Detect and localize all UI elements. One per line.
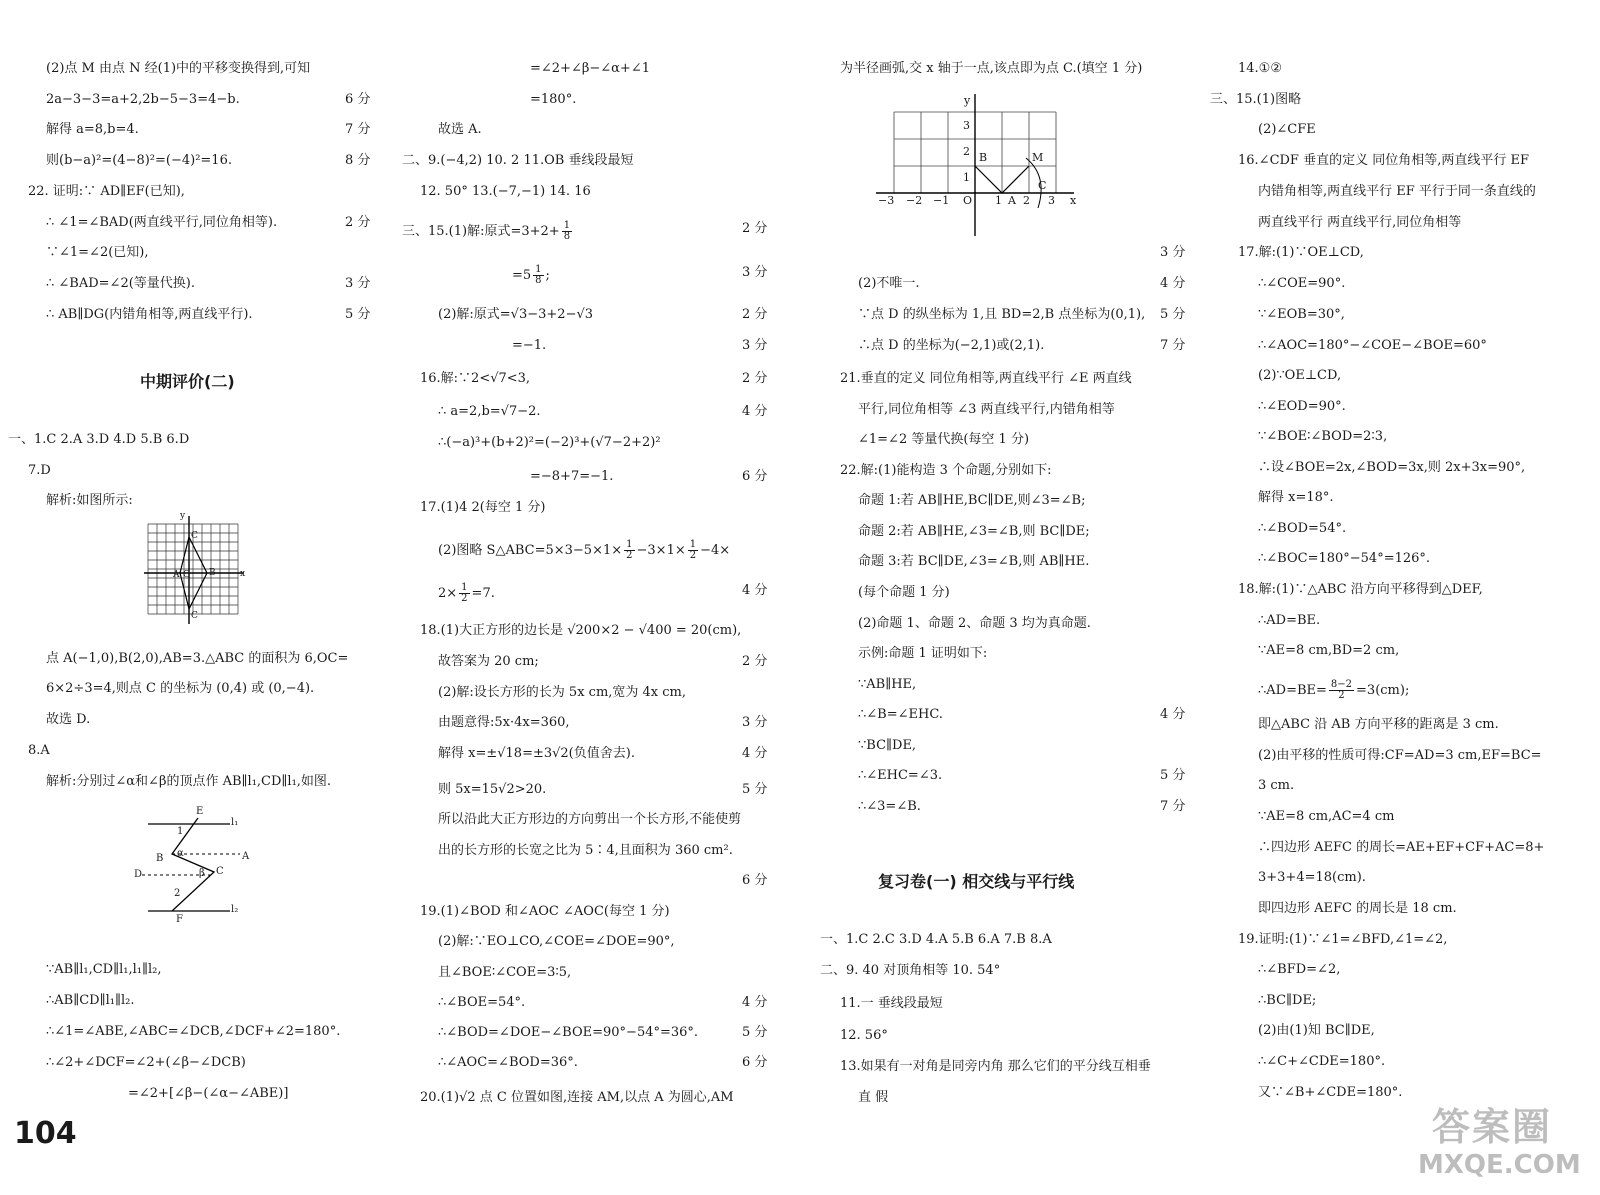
text-line: ∴∠EOD=90°. xyxy=(1258,399,1346,414)
text-line: 2a−3−3=a+2,2b−5−3=4−b. xyxy=(46,92,240,107)
text-line: 内错角相等,两直线平行 EF 平行于同一条直线的 xyxy=(1258,184,1536,199)
text-line: 由题意得:5x·4x=360, xyxy=(438,715,570,730)
text-line: (2)∠CFE xyxy=(1258,122,1316,137)
text-line: 7.D xyxy=(28,463,51,478)
figure-label: F xyxy=(176,914,183,925)
score-label: 5 分 xyxy=(1160,307,1186,322)
score-label: 2 分 xyxy=(742,654,768,669)
figure-label: A xyxy=(242,851,250,862)
text-line: (2)不唯一. xyxy=(858,276,920,291)
figure-label: A xyxy=(1008,194,1016,207)
figure-label: D xyxy=(134,869,143,880)
text-line: 二、9.(−4,2) 10. 2 11.OB 垂线段最短 xyxy=(402,153,634,168)
text-line: 17.解:(1)∵OE⊥CD, xyxy=(1238,245,1364,260)
text-line: 出的长方形的长宽之比为 5∶4,且面积为 360 cm². xyxy=(438,843,733,858)
score-label: 8 分 xyxy=(345,153,371,168)
text-line: ∵∠EOB=30°, xyxy=(1258,307,1345,322)
text-line: 即四边形 AEFC 的周长是 18 cm. xyxy=(1258,901,1457,916)
figure-label: l₂ xyxy=(231,904,239,915)
text-line: ∴AD=BE= $\frac{8-2}{2}$ =3(cm); xyxy=(1258,679,1410,701)
text-line: 12. 56° xyxy=(840,1028,888,1043)
section-title: 中期评价(二) xyxy=(140,372,235,391)
score-label: 5 分 xyxy=(742,1025,768,1040)
text-line: 所以沿此大正方形边的方向剪出一个长方形,不能使剪 xyxy=(438,812,742,827)
score-label: 4 分 xyxy=(742,746,768,761)
coordinate-grid-figure xyxy=(144,514,254,630)
figure-label: 3 xyxy=(1048,194,1055,207)
text-line: ∴AD=BE. xyxy=(1258,613,1321,628)
figure-label: M xyxy=(1032,151,1044,164)
text-line: 一、1.C 2.A 3.D 4.D 5.B 6.D xyxy=(8,432,190,447)
text-line: 二、9. 40 对顶角相等 10. 54° xyxy=(820,963,1001,978)
text-line: ∵AE=8 cm,AC=4 cm xyxy=(1258,809,1395,824)
text-line: 12. 50° 13.(−7,−1) 14. 16 xyxy=(420,184,591,199)
figure-label: B xyxy=(209,568,216,578)
text-line: 则(b−a)²=(4−8)²=(−4)²=16. xyxy=(46,153,232,168)
coordinate-arc-figure xyxy=(868,90,1090,242)
text-line: 且∠BOE∶∠COE=3∶5, xyxy=(438,965,572,980)
text-line: ∴∠EHC=∠3. xyxy=(858,768,943,783)
text-line: 3 cm. xyxy=(1258,778,1295,793)
text-line: 3+3+4=18(cm). xyxy=(1258,870,1366,885)
figure-label: 1 xyxy=(995,194,1002,207)
text-line: 故选 A. xyxy=(438,122,482,137)
fraction: $\frac{1}{2}$ xyxy=(689,539,697,561)
text-line: 点 A(−1,0),B(2,0),AB=3.△ABC 的面积为 6,OC= xyxy=(46,651,349,666)
figure-label: y xyxy=(180,511,186,521)
text-line: 又∵∠B+∠CDE=180°. xyxy=(1258,1085,1403,1100)
score-label: 3 分 xyxy=(1160,245,1186,260)
text-line: ∴四边形 AEFC 的周长=AE+EF+CF+AC=8+ xyxy=(1258,840,1545,855)
figure-label: B xyxy=(156,853,164,864)
figure-label: O xyxy=(963,194,973,207)
text-line: (2)解:原式=√3−3+2−√3 xyxy=(438,307,594,322)
text-line: 解析:如图所示: xyxy=(46,493,133,508)
text-line: 三、15.(1)图略 xyxy=(1210,92,1302,107)
text-line: 17.(1)4 2(每空 1 分) xyxy=(420,500,546,515)
score-label: 4 分 xyxy=(742,404,768,419)
text-line: =∠2+∠β−∠α+∠1 xyxy=(530,61,650,76)
text-line: 22.解:(1)能构造 3 个命题,分别如下: xyxy=(840,463,1052,478)
score-label: 3 分 xyxy=(742,338,768,353)
figure-label: 2 xyxy=(963,145,970,158)
text-line: 故选 D. xyxy=(46,712,91,727)
text-line: =−1. xyxy=(512,338,547,353)
figure-label: x xyxy=(240,569,246,579)
text-line: 解析:分别过∠α和∠β的顶点作 AB∥l₁,CD∥l₁,如图. xyxy=(46,774,332,789)
figure-label: 2 xyxy=(1023,194,1030,207)
parallel-lines-figure xyxy=(130,808,260,928)
text-line: 18.解:(1)∵△ABC 沿方向平移得到△DEF, xyxy=(1238,582,1483,597)
score-label: 2 分 xyxy=(345,215,371,230)
score-label: 6 分 xyxy=(742,1055,768,1070)
text-line: =180°. xyxy=(530,92,577,107)
score-label: 5 分 xyxy=(345,307,371,322)
text-line: ∴点 D 的坐标为(−2,1)或(2,1). xyxy=(858,338,1045,353)
text-line: 为半径画弧,交 x 轴于一点,该点即为点 C.(填空 1 分) xyxy=(840,61,1143,76)
score-label: 4 分 xyxy=(742,583,768,598)
text-line: ∴∠AOC=180°−∠COE−∠BOE=60° xyxy=(1258,338,1487,353)
text-line: (2)解:设长方形的长为 5x cm,宽为 4x cm, xyxy=(438,685,687,700)
fraction: $\frac{8-2}{2}$ xyxy=(1330,679,1353,701)
text-line: ∴(−a)³+(b+2)²=(−2)³+(√7−2+2)² xyxy=(438,435,661,450)
fraction: $\frac{1}{2}$ xyxy=(461,582,468,604)
score-label: 6 分 xyxy=(345,92,371,107)
fraction: $\frac{1}{2}$ xyxy=(626,539,633,561)
text-line: ∴设∠BOE=2x,∠BOD=3x,则 2x+3x=90°, xyxy=(1258,460,1526,475)
figure-label: x xyxy=(1070,194,1077,207)
text-line: 18.(1)大正方形的边长是 √200×2 − √400 = 20(cm), xyxy=(420,623,742,638)
text-line: ∴∠COE=90°. xyxy=(1258,276,1346,291)
text-line: 13.如果有一对角是同旁内角 那么它们的平分线互相垂 xyxy=(840,1059,1151,1074)
text-line: 示例:命题 1 证明如下: xyxy=(858,646,988,661)
text-line: 21.垂直的定义 同位角相等,两直线平行 ∠E 两直线 xyxy=(840,371,1132,386)
text-line: (2)图略 S△ABC=5×3−5×1× $\frac{1}{2}$ −3×1× $\frac{1}{2}$ −4× xyxy=(438,539,731,561)
text-line: (2)∵OE⊥CD, xyxy=(1258,368,1342,383)
text-line: (2)由(1)知 BC∥DE, xyxy=(1258,1023,1375,1038)
section-title: 复习卷(一) 相交线与平行线 xyxy=(878,872,1075,891)
text-line: ∴∠2+∠DCF=∠2+(∠β−∠DCB) xyxy=(46,1055,246,1070)
text-line: ∵BC∥DE, xyxy=(858,738,917,753)
text-line: 故答案为 20 cm; xyxy=(438,654,539,669)
text-line: ∠1=∠2 等量代换(每空 1 分) xyxy=(858,432,1030,447)
text-line: ∴AB∥CD∥l₁∥l₂. xyxy=(46,993,135,1008)
text-line: =−8+7=−1. xyxy=(530,469,614,484)
text-line: ∴∠BOD=54°. xyxy=(1258,521,1347,536)
text-line: 直 假 xyxy=(858,1090,889,1105)
text-line: 命题 3:若 BC∥DE,∠3=∠B,则 AB∥HE. xyxy=(858,554,1090,569)
text-line: ∴∠1=∠ABE,∠ABC=∠DCB,∠DCF+∠2=180°. xyxy=(46,1024,341,1039)
text-line: 则 5x=15√2>20. xyxy=(438,782,547,797)
figure-label: β xyxy=(199,868,205,879)
figure-label: α xyxy=(177,848,184,859)
figure-label: C xyxy=(191,611,198,621)
figure-label: B xyxy=(979,151,988,164)
score-label: 5 分 xyxy=(1160,768,1186,783)
score-label: 2 分 xyxy=(742,307,768,322)
text-line: 11.一 垂线段最短 xyxy=(840,996,943,1011)
text-line: 两直线平行 两直线平行,同位角相等 xyxy=(1258,215,1462,230)
text-line: (2)点 M 由点 N 经(1)中的平移变换得到,可知 xyxy=(46,61,311,76)
text-line: 19.(1)∠BOD 和∠AOC ∠AOC(每空 1 分) xyxy=(420,904,670,919)
text-line: 6×2÷3=4,则点 C 的坐标为 (0,4) 或 (0,−4). xyxy=(46,681,315,696)
text-line: ∴∠3=∠B. xyxy=(858,799,921,814)
score-label: 4 分 xyxy=(1160,276,1186,291)
score-label: 7 分 xyxy=(345,122,371,137)
text-line: 即△ABC 沿 AB 方向平移的距离是 3 cm. xyxy=(1258,717,1499,732)
score-label: 6 分 xyxy=(742,469,768,484)
text-line: 20.(1)√2 点 C 位置如图,连接 AM,以点 A 为圆心,AM xyxy=(420,1090,734,1105)
figure-label: 1 xyxy=(963,171,970,184)
figure-label: O xyxy=(183,570,191,580)
text-line: 一、1.C 2.C 3.D 4.A 5.B 6.A 7.B 8.A xyxy=(820,932,1052,947)
text-line: ∴ ∠1=∠BAD(两直线平行,同位角相等). xyxy=(46,215,278,230)
figure-label: 2 xyxy=(174,888,181,899)
text-line: =∠2+[∠β−(∠α−∠ABE)] xyxy=(128,1086,289,1101)
text-line: 2× $\frac{1}{2}$ =7. xyxy=(438,582,495,604)
text-line: ∵点 D 的纵坐标为 1,且 BD=2,B 点坐标为(0,1), xyxy=(858,307,1146,322)
text-line: ∴∠BFD=∠2, xyxy=(1258,962,1341,977)
text-line: 解得 a=8,b=4. xyxy=(46,122,139,137)
text-line: 解得 x=18°. xyxy=(1258,490,1334,505)
score-label: 7 分 xyxy=(1160,338,1186,353)
watermark-logo: 答案圈 xyxy=(1432,1105,1553,1149)
figure-label: −1 xyxy=(933,194,950,207)
figure-label: C xyxy=(216,866,224,877)
text-line: ∴BC∥DE; xyxy=(1258,993,1317,1008)
text-line: (2)解:∵EO⊥CO,∠COE=∠DOE=90°, xyxy=(438,934,675,949)
watermark-url: MXQE.COM xyxy=(1418,1150,1581,1180)
page-number: 104 xyxy=(14,1116,77,1151)
fraction: $\frac{1}{8}$ xyxy=(563,220,571,242)
score-label: 5 分 xyxy=(742,782,768,797)
text-line: 命题 2:若 AB∥HE,∠3=∠B,则 BC∥DE; xyxy=(858,524,1090,539)
text-line: ∴∠BOD=∠DOE−∠BOE=90°−54°=36°. xyxy=(438,1025,699,1040)
figure-label: 3 xyxy=(963,119,970,132)
score-label: 7 分 xyxy=(1160,799,1186,814)
text-line: ∴∠B=∠EHC. xyxy=(858,707,943,722)
text-line: 19.证明:(1)∵∠1=∠BFD,∠1=∠2, xyxy=(1238,932,1448,947)
figure-label: l₁ xyxy=(231,817,239,828)
text-line: 8.A xyxy=(28,743,50,758)
figure-label: 1 xyxy=(177,826,184,837)
text-line: ∴∠AOC=∠BOD=36°. xyxy=(438,1055,578,1070)
text-line: ∵AE=8 cm,BD=2 cm, xyxy=(1258,643,1400,658)
text-line: (2)命题 1、命题 2、命题 3 均为真命题. xyxy=(858,616,1091,631)
text-line: ∴ AB∥DG(内错角相等,两直线平行). xyxy=(46,307,253,322)
text-line: ∵∠1=∠2(已知), xyxy=(46,245,149,260)
figure-label: −3 xyxy=(878,194,895,207)
text-line: ∴∠BOE=54°. xyxy=(438,995,526,1010)
text-line: ∵AB∥l₁,CD∥l₁,l₁∥l₂, xyxy=(46,962,162,977)
score-label: 6 分 xyxy=(742,873,768,888)
score-label: 2 分 xyxy=(742,371,768,386)
text-line: =5 $\frac{1}{8}$ ; xyxy=(512,264,550,286)
score-label: 3 分 xyxy=(742,265,768,280)
text-line: 16.∠CDF 垂直的定义 同位角相等,两直线平行 EF xyxy=(1238,153,1529,168)
text-line: 解得 x=±√18=±3√2(负值舍去). xyxy=(438,746,635,761)
text-line: 14.①② xyxy=(1238,61,1282,76)
figure-label: E xyxy=(196,806,204,817)
figure-label: y xyxy=(964,94,971,107)
score-label: 3 分 xyxy=(742,715,768,730)
text-line: 三、15.(1)解:原式=3+2+ $\frac{1}{8}$ xyxy=(402,220,571,242)
text-line: 命题 1:若 AB∥HE,BC∥DE,则∠3=∠B; xyxy=(858,493,1086,508)
text-line: (2)由平移的性质可得:CF=AD=3 cm,EF=BC= xyxy=(1258,748,1542,763)
figure-label: C xyxy=(191,531,198,541)
text-line: ∴∠BOC=180°−54°=126°. xyxy=(1258,551,1431,566)
score-label: 3 分 xyxy=(345,276,371,291)
text-line: ∴ ∠BAD=∠2(等量代换). xyxy=(46,276,195,291)
text-line: ∴∠C+∠CDE=180°. xyxy=(1258,1054,1386,1069)
figure-label: C xyxy=(1038,179,1047,192)
text-line: (每个命题 1 分) xyxy=(858,585,950,600)
text-line: ∵AB∥HE, xyxy=(858,677,917,692)
text-line: ∵∠BOE∶∠BOD=2∶3, xyxy=(1258,429,1388,444)
text-line: 16.解:∵2<√7<3, xyxy=(420,371,531,386)
score-label: 2 分 xyxy=(742,221,768,236)
score-label: 4 分 xyxy=(1160,707,1186,722)
figure-label: −2 xyxy=(906,194,923,207)
text-line: 平行,同位角相等 ∠3 两直线平行,内错角相等 xyxy=(858,402,1115,417)
text-line: ∴ a=2,b=√7−2. xyxy=(438,404,541,419)
figure-label: A xyxy=(173,570,180,580)
text-line: 22. 证明:∵ AD∥EF(已知), xyxy=(28,184,185,199)
fraction: $\frac{1}{8}$ xyxy=(535,264,542,286)
score-label: 4 分 xyxy=(742,995,768,1010)
